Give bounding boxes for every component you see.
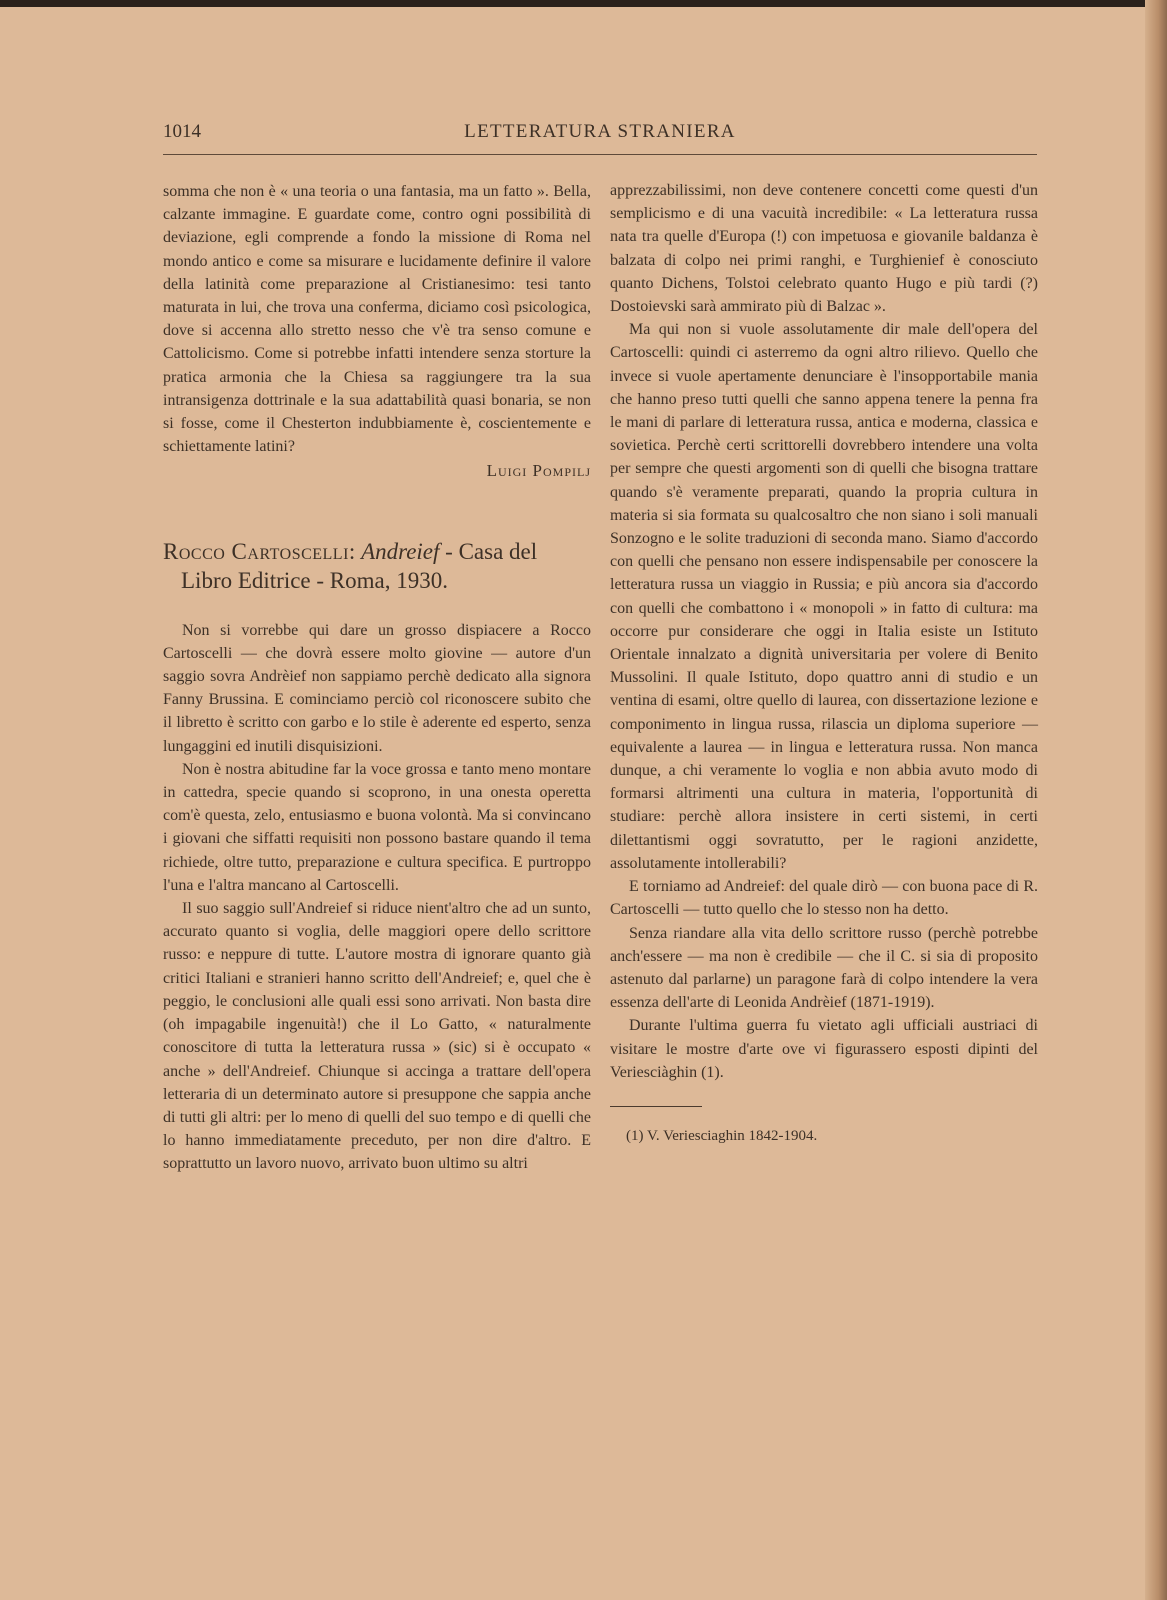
review-heading [163,537,591,595]
paragraph: Non è nostra abitudine far la voce grossa e tanto meno montare in cattedra, specie quando si scoprono, in una onesta operetta com'è questa, zelo, entusiasmo e buona volontà. Ma si convincano i giovani che siffatti requisiti non possono bastare quando il tema richiede, oltre tutto, preparazione e cultura specifica. E purtroppo l'una e l'altra mancano al Cartoscelli. [163,760,591,894]
page-binding-edge [1145,0,1167,1600]
paragraph: somma che non è « una teoria o una fantasia, ma un fatto ». Bella, calzante immagine. E guardate come, contro ogni possibilità di deviazione, egli comprende a fondo la missione di Roma nel mondo antico e come sa misurare e lucidamente definire il valore della latinità come preparazione al Cristianesimo: tesi tanto maturata in lui, che trova una conferma, diciamo così psicologica, dove si accenna allo stretto nesso che v'è tra senso comune e Cattolicismo. Come si potrebbe infatti intendere senza storture la pratica armonia che la Chiesa sa raggiungere tra la sua intransigenza dottrinale e la sua adattabilità quasi bonaria, se non si fosse, come il Chesterton indubbiamente è, coscientemente e schiettamente latini? [163,183,591,456]
scan-top-edge [0,0,1167,7]
paragraph: Il suo saggio sull'Andreief si riduce nient'altro che ad un sunto, accurato quanto si voglia, delle maggiori opere dello scrittore russo: e neppure di tutte. L'autore mostra di ignorare quanto già critici Italiani e stranieri hanno scritto dell'Andreief; e, quel che è peggio, le conclusioni alle quali essi sono arrivati. Non basta dire (oh impagabile ingenuità!) che il Lo Gatto, « naturalmente conoscitore di tutta la letteratura russa » (sic) si è occupato « anche » dell'Andreief. Chiunque si accinga a trattare dell'opera letteraria di un determinato autore si presuppone che sappia anche di tutti gli altri: per lo meno di quelli del suo tempo e di quelli che lo hanno immediatamente preceduto, per non dire d'altro. E soprattutto un lavoro nuovo, arrivato buon ultimo su altri [163,900,591,1173]
review-publisher: - Casa del Libro Editrice - Roma, 1930. [181,538,538,593]
review-separator: : [348,538,362,564]
right-column [610,179,1038,1148]
paragraph: E torniamo ad Andreief: del quale dirò — con buona pace di R. Cartoscelli — tutto quello che lo stesso non ha detto. [610,878,1038,919]
header-rule [163,154,1037,155]
page-header [163,121,1037,151]
footnote-rule [610,1106,702,1107]
review-book-title: Andreief [361,538,440,564]
paragraph: Ma qui non si vuole assolutamente dir male dell'opera del Cartoscelli: quindi ci asterremo da ogni altro rilievo. Quello che invece si vuole apertamente denunciare è l'insopportabile mania che hanno preso tutti quelli che sanno appena tenere la penna fra le mani di parlare di letteratura russa, antica e moderna, classica e sovietica. Perchè certi scrittorelli dovrebbero intendere una volta per sempre che questi argomenti son di quelli che bisogna trattare quando s'è veramente preparati, quando la propria cultura in materia si sia formata su qualcosaltro che non siano i soli manuali Sonzogno e le solite traduzioni di seconda mano. Siamo d'accordo con quelli che pensano non essere indispensabile per conoscere la letteratura russa un viaggio in Russia; e più ancora sia d'accordo con quelli che combattono i « monopoli » in fatto di cultura: ma occorre pur considerare che oggi in Italia esiste un Istituto Orientale innalzato a dignità universitaria per volere di Benito Mussolini. Il quale Istituto, dopo quattro anni di studio e un ventina di esami, oltre quello di laurea, con dissertazione lezione e componimento in lingua russa, rilascia un diploma superiore — equivalente a laurea — in lingua e letteratura russa. Non manca dunque, a chi veramente lo voglia e non abbia avuto modo di formarsi altrimenti una cultura in materia, l'opportunità di studiare: perchè allora insistere in certi sistemi, in certi dilettantismi oggi sovratutto, per le ragioni anzidette, assolutamente intollerabili? [610,321,1038,872]
paragraph: Non si vorrebbe qui dare un grosso dispiacere a Rocco Cartoscelli — che dovrà essere molto giovine — autore d'un saggio sovra Andrèief non sappiamo perchè dedicato alla signora Fanny Brussina. E cominciamo perciò col riconoscere subito che il libretto è scritto con garbo e lo stile è aderente ed esperto, senza lungaggini ed inutili disquisizioni. [163,621,591,755]
running-title: LETTERATURA STRANIERA [464,121,736,142]
page-number: 1014 [163,121,201,142]
paragraph: Senza riandare alla vita dello scrittore russo (perchè potrebbe anch'essere — ma non è credibile — che il C. si sia di proposito astenuto dal parlarne) un paragone farà di colpo intendere la vera essenza dell'arte di Leonida Andrèief (1871-1919). [610,924,1038,1012]
review-author: Rocco Cartoscelli [163,538,349,564]
footnote: (1) V. Veriesciaghin 1842-1904. [626,1127,818,1144]
left-column [163,180,591,1176]
author-signature: Luigi Pompilj [486,461,591,481]
paragraph: Durante l'ultima guerra fu vietato agli ufficiali austriaci di visitare le mostre d'arte ove vi figurassero esposti dipinti del Veriesciàghin (1). [610,1017,1038,1081]
paragraph: apprezzabilissimi, non deve contenere concetti come questi d'un semplicismo e di una vacuità incredibile: « La letteratura russa nata tra quelle d'Europa (!) con impetuosa e giovanile baldanza è balzata di colpo nei primi ranghi, e Turghienief è conosciuto quanto Dichens, Tolstoi celebrato quanto Hugo e più tardi (?) Dostoievski sarà ammirato più di Balzac ». [610,182,1038,316]
